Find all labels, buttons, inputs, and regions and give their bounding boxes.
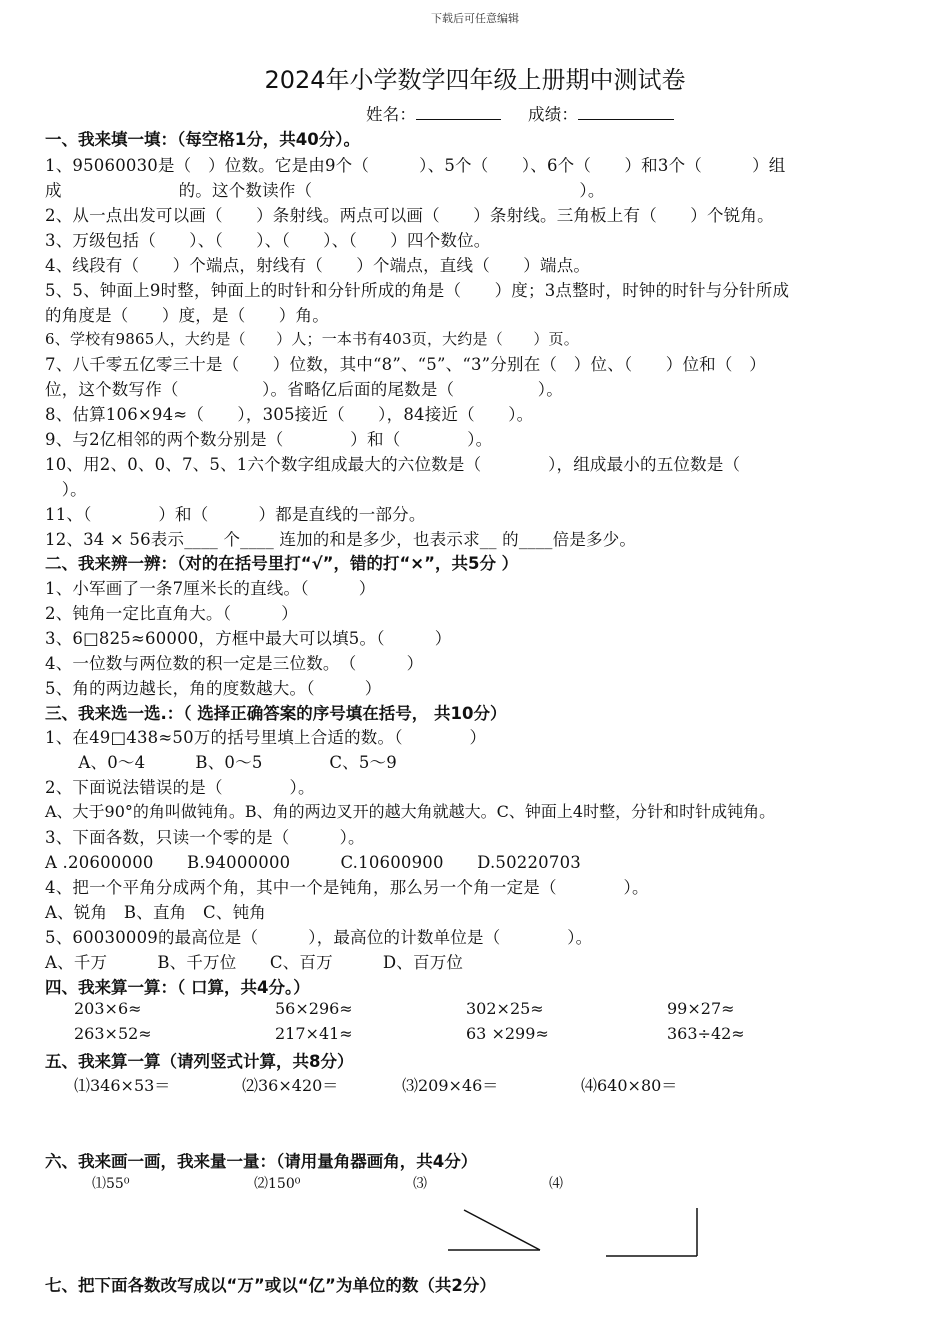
- s3-line: A、千万 B、千万位 C、百万 D、百万位: [45, 953, 464, 972]
- vertical-calc-item: ⑴346×53＝: [74, 1076, 171, 1095]
- name-label: 姓名：: [366, 105, 417, 124]
- oral-calc-item: 203×6≈: [74, 999, 142, 1018]
- s1-line: ）。: [45, 480, 87, 499]
- oral-calc-item: 217×41≈: [275, 1024, 353, 1043]
- oral-calc-item: 302×25≈: [466, 999, 544, 1018]
- s1-line: 6、学校有9865人，大约是（ ）人；一本书有403页，大约是（ ）页。: [45, 330, 579, 348]
- s3-line: 5、60030009的最高位是（ ），最高位的计数单位是（ ）。: [45, 928, 593, 947]
- angle-item-label: ⑴55⁰: [92, 1176, 130, 1192]
- vertical-calc-item: ⑷640×80＝: [581, 1076, 678, 1095]
- s3-line: A、大于90°的角叫做钝角。B、角的两边叉开的越大角就越大。C、钟面上4时整，分针和时针成钝角。: [45, 802, 776, 821]
- s1-line: 成 的。这个数读作（ ）。: [45, 181, 605, 200]
- s1-line: 位，这个数写作（ ）。省略亿后面的尾数是（ ）。: [45, 380, 563, 399]
- oral-calc-item: 63 ×299≈: [466, 1024, 549, 1043]
- score-field: [528, 101, 674, 125]
- name-blank[interactable]: [416, 119, 501, 120]
- angle-item-label: ⑷: [549, 1176, 563, 1192]
- s2-line: 2、钝角一定比直角大。（ ）: [45, 604, 298, 623]
- s2-line: 4、一位数与两位数的积一定是三位数。 （ ）: [45, 654, 424, 673]
- s3-line: 2、下面说法错误的是（ ）。: [45, 778, 315, 797]
- s1-line: 2、从一点出发可以画（ ）条射线。两点可以画（ ）条射线。三角板上有（ ）个锐角。: [45, 206, 774, 225]
- s1-line: 11、（ ）和（ ）都是直线的一部分。: [45, 505, 426, 524]
- s3-line: 1、在49□438≈50万的括号里填上合适的数。（ ）: [45, 728, 487, 747]
- s3-line: A、锐角 B、直角 C、钝角: [45, 903, 266, 922]
- s2-line: 1、小军画了一条7厘米长的直线。（ ）: [45, 579, 376, 598]
- s1-line: 5、5、钟面上9时整，钟面上的时针和分针所成的角是（ ）度；3点整时，时钟的时针与分针所成: [45, 281, 790, 300]
- page-title: 2024年小学数学四年级上册期中测试卷: [264, 66, 686, 94]
- oral-calc-item: 263×52≈: [74, 1024, 152, 1043]
- s1-line: 1、95060030是（ ）位数。它是由9个（ ）、5个（ ）、6个（ ）和3个（ ）组: [45, 156, 786, 175]
- s1-line: 的角度是（ ）度，是（ ）角。: [45, 306, 329, 325]
- section-5-heading: 五、我来算一算（请列竖式计算，共8分）: [45, 1052, 354, 1071]
- oral-calc-item: 56×296≈: [275, 999, 353, 1018]
- score-blank[interactable]: [578, 119, 674, 120]
- s1-line: 10、用2、0、0、7、5、1六个数字组成最大的六位数是（ ），组成最小的五位数是（: [45, 455, 741, 474]
- angle-figure-3: [448, 1210, 540, 1250]
- section-6-heading: 六、我来画一画，我来量一量：（请用量角器画角，共4分）: [45, 1152, 478, 1171]
- section-7-heading: 七、把下面各数改写成以“万”或以“亿”为单位的数（共2分）: [45, 1276, 496, 1295]
- s3-line: 4、把一个平角分成两个角，其中一个是钝角，那么另一个角一定是（ ）。: [45, 878, 649, 897]
- angle-item-label: ⑶: [413, 1176, 427, 1192]
- s2-line: 3、6□825≈60000，方框中最大可以填5。（ ）: [45, 629, 452, 648]
- s1-line: 7、八千零五亿零三十是（ ）位数，其中“8”、“5”、“3”分别在（ ）位、（ ）位和（ ）: [45, 355, 766, 374]
- name-field: [366, 101, 501, 125]
- s3-line: 3、下面各数，只读一个零的是（ ）。: [45, 828, 365, 847]
- s1-line: 12、34 × 56表示____ 个____ 连加的和是多少，也表示求__ 的____倍是多少。: [45, 530, 637, 549]
- section-1-heading: 一、我来填一填：（每空格1分，共40分）。: [45, 130, 360, 149]
- s3-line: A .20600000 B.94000000 C.10600900 D.50220703: [45, 853, 581, 872]
- angle-figure-4: [606, 1208, 697, 1256]
- oral-calc-item: 99×27≈: [667, 999, 735, 1018]
- vertical-calc-item: ⑶209×46＝: [402, 1076, 499, 1095]
- header-note: 下载后可任意编辑: [431, 12, 519, 25]
- angle-item-label: ⑵150⁰: [254, 1176, 301, 1192]
- s1-line: 9、与2亿相邻的两个数分别是（ ）和（ ）。: [45, 430, 493, 449]
- s2-line: 5、角的两边越长，角的度数越大。（ ）: [45, 679, 382, 698]
- score-label: 成绩：: [528, 105, 579, 124]
- s1-line: 4、线段有（ ）个端点，射线有（ ）个端点，直线（ ）端点。: [45, 256, 591, 275]
- section-2-heading: 二、我来辨一辨：（对的在括号里打“√”，错的打“×”，共5分 ）: [45, 554, 519, 573]
- angle-figures: [440, 1200, 710, 1264]
- s1-line: 8、估算106×94≈（ ），305接近（ ），84接近（ ）。: [45, 405, 534, 424]
- section-4-heading: 四、我来算一算：（ 口算，共4分。）: [45, 978, 310, 997]
- vertical-calc-item: ⑵36×420＝: [242, 1076, 339, 1095]
- section-3-heading: 三、我来选一选.：（ 选择正确答案的序号填在括号， 共10分）: [45, 704, 507, 723]
- oral-calc-item: 363÷42≈: [667, 1024, 745, 1043]
- s3-line: A、0～4 B、0～5 C、5～9: [45, 753, 397, 772]
- s1-line: 3、万级包括（ ）、（ ）、（ ）、（ ）四个数位。: [45, 231, 491, 250]
